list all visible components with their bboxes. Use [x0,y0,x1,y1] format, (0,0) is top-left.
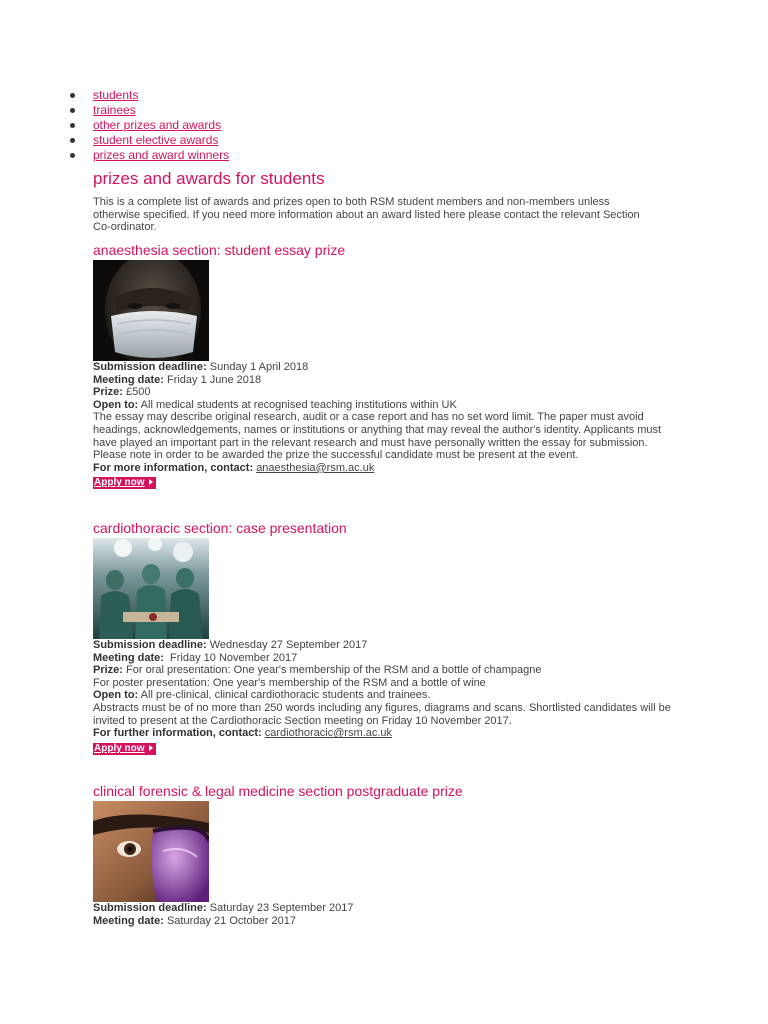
deadline-row [93,639,683,652]
arrow-right-icon [149,745,153,751]
nav-link-other-prizes[interactable]: other prizes and awards [93,118,222,132]
open-value: All medical students at recognised teaching institutions within UK [140,398,457,411]
nav-link-award-winners[interactable]: prizes and award winners [93,148,230,162]
nav-item-award-winners [70,148,229,163]
award-description: Abstracts must be of no more than 250 words including any figures, diagrams and scans. Shortlisted candidates will be invited to present at the Cardiothoracic Section meeting on Friday 10 November 2017. [93,701,671,727]
deadline-label: Submission deadline: [93,361,207,373]
bullet-icon [70,123,75,128]
meeting-value: Friday 10 November 2017 [170,651,298,664]
deadline-value: Wednesday 27 September 2017 [209,639,368,651]
page-title: prizes and awards for students [93,169,325,188]
meeting-label: Meeting date: [93,651,164,664]
deadline-value: Sunday 1 April 2018 [209,361,309,373]
nav-link-elective-awards[interactable]: student elective awards [93,133,219,147]
meeting-row [93,915,683,928]
meeting-row [93,374,683,387]
prize-label: Prize: [93,386,123,399]
apply-label: Apply now [94,477,145,489]
arrow-right-icon [149,479,153,485]
meeting-row [93,652,683,665]
nav-item-trainees [70,103,229,118]
contact-label: For further information, contact: [93,727,262,740]
bullet-icon [70,153,75,158]
bullet-icon [70,108,75,113]
meeting-label: Meeting date: [93,914,164,927]
deadline-value: Saturday 23 September 2017 [209,902,354,914]
forensic-glasses-photo [93,801,209,902]
award-anaesthesia [93,241,683,489]
prize-value: £500 [126,386,151,399]
deadline-row [93,902,683,915]
meeting-value: Friday 1 June 2018 [166,373,262,386]
prize-value: For oral presentation: One year's membership of the RSM and a bottle of champagne [126,664,542,677]
bullet-icon [70,93,75,98]
award-description: The essay may describe original research, audit or a case report and has no set word limit. The paper must avoid headings, acknowledgements, names or institutions or anything that may reveal the author's identity. Applicants must have played an important part in the relevant research and must have personally written the essay for submission. Please note in order to be awarded the prize the successful candidate must be present at the event. [93,411,662,462]
open-value: All pre-clinical, clinical cardiothoracic students and trainees. [140,689,431,702]
award-title: cardiothoracic section: case presentation [93,520,347,536]
bullet-icon [70,138,75,143]
contact-label: For more information, contact: [93,461,254,474]
meeting-value: Saturday 21 October 2017 [166,914,296,927]
surgeon-mask-photo [93,260,209,361]
nav-link-students[interactable]: students [93,88,139,102]
award-title: anaesthesia section: student essay prize [93,242,346,258]
open-label: Open to: [93,689,139,702]
nav-item-elective-awards [70,133,229,148]
page-header [93,168,693,234]
page-intro: This is a complete list of awards and prizes open to both RSM student members and non-members unless otherwise specified. If you need more information about an award listed here please contact the relevant Section Co-ordinator. [93,196,640,233]
award-title: clinical forensic & legal medicine section postgraduate prize [93,783,463,799]
contact-row [93,462,683,475]
open-row [93,399,683,412]
contact-row [93,727,683,740]
deadline-label: Submission deadline: [93,639,207,651]
award-forensic [93,782,683,927]
operating-theatre-photo [93,538,209,639]
contact-email-link[interactable]: cardiothoracic@rsm.ac.uk [264,727,393,740]
prize-row [93,664,683,677]
section-nav [70,88,229,163]
prize-row [93,386,683,399]
deadline-row [93,361,683,374]
nav-item-students [70,88,229,103]
prize-label: Prize: [93,664,123,677]
prize-row-poster: For poster presentation: One year's membership of the RSM and a bottle of wine [93,676,486,689]
apply-now-button[interactable] [93,477,156,489]
open-label: Open to: [93,398,139,411]
deadline-label: Submission deadline: [93,902,207,914]
award-cardiothoracic [93,519,683,755]
meeting-label: Meeting date: [93,373,164,386]
nav-link-trainees[interactable]: trainees [93,103,136,117]
open-row [93,689,683,702]
contact-email-link[interactable]: anaesthesia@rsm.ac.uk [256,461,375,474]
nav-item-other-prizes [70,118,229,133]
apply-now-button[interactable] [93,743,156,755]
apply-label: Apply now [94,742,145,754]
